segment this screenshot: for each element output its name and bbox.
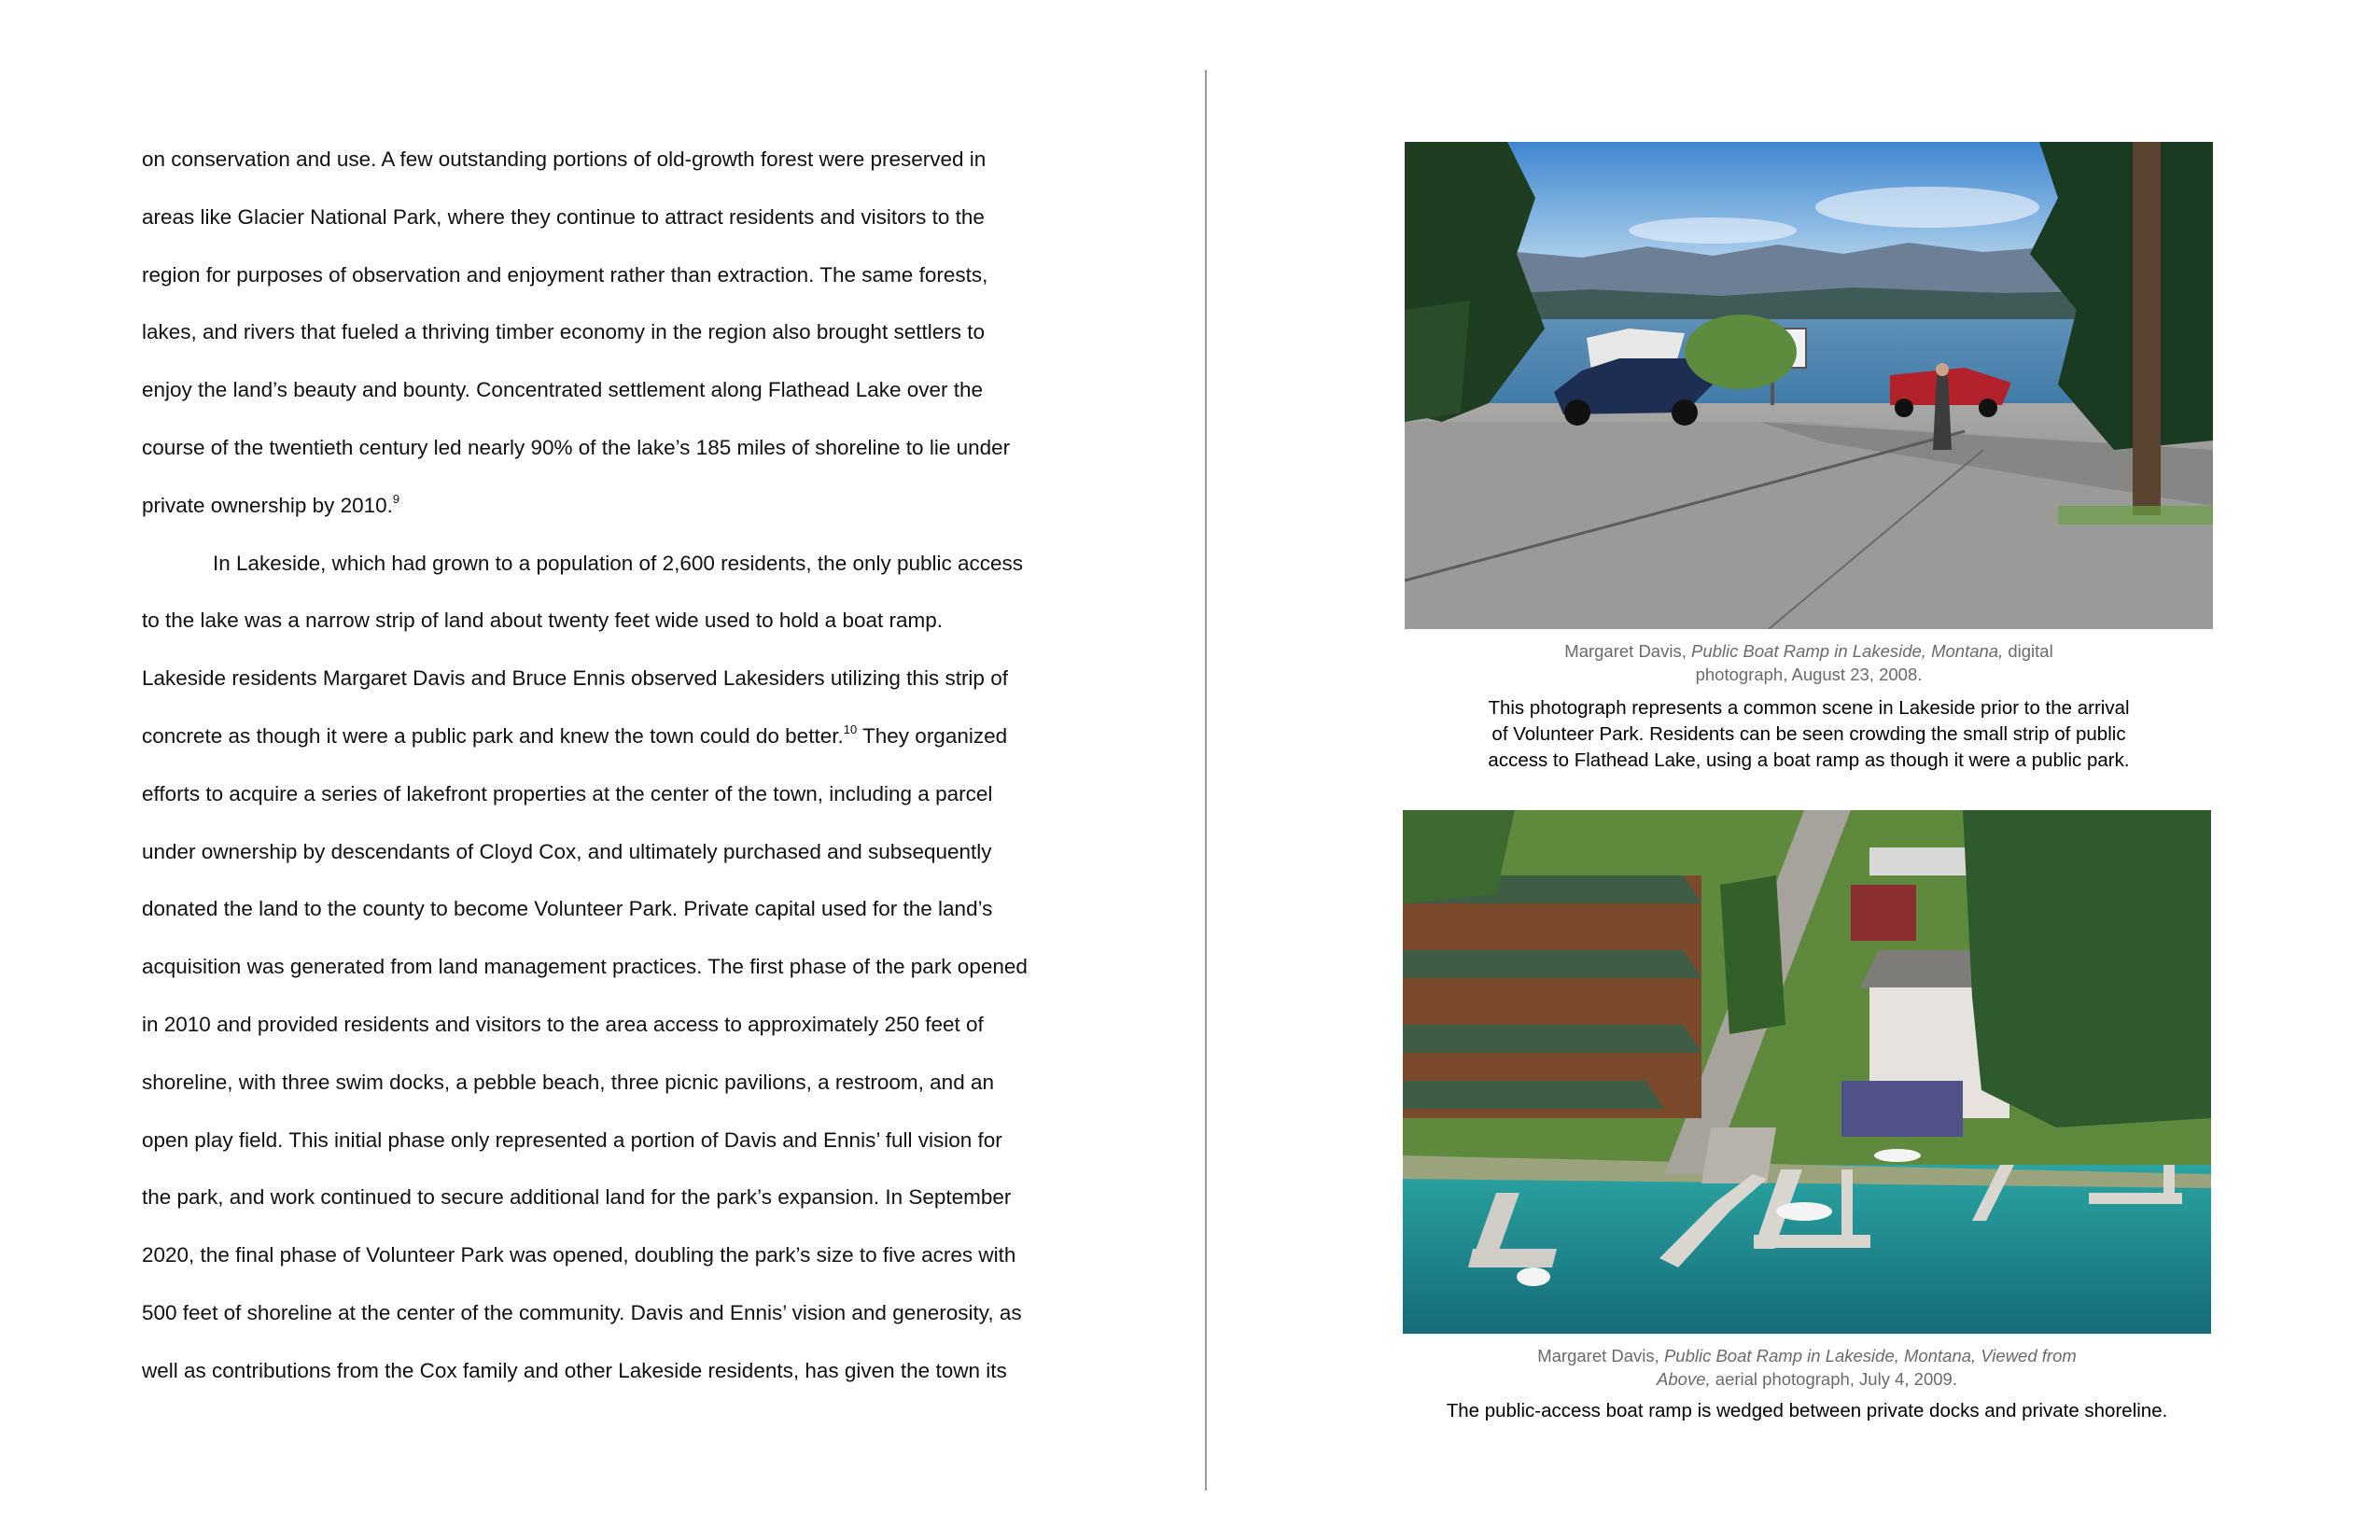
figure1-credit-date: photograph, August 23, 2008. [1695, 665, 1923, 684]
body-text: In Lakeside, which had grown to a population of 2,600 residents, the only public access [213, 551, 1024, 575]
body-text-line [142, 1054, 1075, 1112]
body-text-line [142, 246, 1075, 304]
body-text: the park, and work continued to secure additional land for the park’s expansion. In September [142, 1185, 1012, 1210]
body-text: areas like Glacier National Park, where they continue to attract residents and visitors to the [142, 204, 985, 229]
body-text-line [142, 419, 1075, 477]
figure1-desc-line: This photograph represents a common scene in Lakeside prior to the arrival [1488, 697, 2130, 719]
body-text-line [142, 938, 1075, 996]
figure2-credit-title-cont: Above, [1657, 1369, 1711, 1389]
body-text: 2020, the final phase of Volunteer Park was opened, doubling the park’s size to five acres with [142, 1243, 1016, 1267]
body-text-line [142, 1342, 1075, 1400]
body-text: in 2010 and provided residents and visitors to the area access to approximately 250 feet of [142, 1012, 984, 1036]
body-text-line [142, 477, 1075, 535]
body-text: 500 feet of shoreline at the center of the community. Davis and Ennis’ vision and generosity, as [142, 1300, 1022, 1324]
body-text-line [142, 1226, 1075, 1284]
body-text: donated the land to the county to become Volunteer Park. Private capital used for the land’s [142, 897, 993, 921]
aerial-boat-ramp-photo [1403, 810, 2211, 1334]
body-text-line [142, 650, 1075, 707]
body-text: They organized [857, 723, 1008, 748]
footnote-marker: 9 [392, 491, 400, 506]
body-text: lakes, and rivers that fueled a thriving timber economy in the region also brought settlers to [142, 320, 985, 344]
body-text: private ownership by 2010. [142, 493, 393, 517]
figure1-credit-medium: digital [2003, 641, 2053, 661]
figure2-credit-date: aerial photograph, July 4, 2009. [1710, 1369, 1957, 1389]
body-text-line [142, 535, 1075, 593]
figure1-credit-title: Public Boat Ramp in Lakeside, Montana, [1691, 641, 2004, 661]
figure2-credit-title: Public Boat Ramp in Lakeside, Montana, Viewed from [1663, 1346, 2077, 1365]
body-text: efforts to acquire a series of lakefront properties at the center of the town, including a parcel [142, 781, 993, 805]
figure2-credit-author: Margaret Davis, [1537, 1346, 1664, 1365]
body-text-line [142, 880, 1075, 938]
body-text: on conservation and use. A few outstanding portions of old-growth forest were preserved in [142, 147, 987, 171]
figure2-desc-line: The public-access boat ramp is wedged between private docks and private shoreline. [1446, 1400, 2168, 1421]
body-text: under ownership by descendants of Cloyd Cox, and ultimately purchased and subsequently [142, 839, 992, 863]
body-text-line [142, 765, 1075, 823]
footnote-marker: 10 [843, 721, 858, 736]
body-text: open play field. This initial phase only represented a portion of Davis and Ennis’ full vision for [142, 1127, 1002, 1152]
body-text: concrete as though it were a public park and knew the town could do better. [142, 723, 844, 748]
body-text-line [142, 189, 1075, 246]
body-text: shoreline, with three swim docks, a pebble beach, three picnic pavilions, a restroom, and an [142, 1070, 994, 1094]
body-text: Lakeside residents Margaret Davis and Bruce Ennis observed Lakesiders utilizing this strip of [142, 666, 1008, 691]
figure1-description [1405, 695, 2213, 774]
body-text-line [142, 1284, 1075, 1342]
body-text-line [142, 361, 1075, 419]
boat-ramp-photo [1405, 142, 2213, 629]
body-text-line [142, 1169, 1075, 1226]
figure2-description [1403, 1398, 2211, 1424]
body-text-line [142, 131, 1075, 189]
figure2-credit [1403, 1344, 2211, 1391]
body-text-line [142, 823, 1075, 881]
figure1-desc-line: access to Flathead Lake, using a boat ramp as though it were a public park. [1488, 749, 2130, 771]
body-text-line [142, 303, 1075, 361]
body-text-line [142, 592, 1075, 650]
body-text: to the lake was a narrow strip of land about twenty feet wide used to hold a boat ramp. [142, 609, 943, 633]
body-text-column [142, 131, 1075, 1400]
body-text-line [142, 1112, 1075, 1169]
body-text: course of the twentieth century led nearly 90% of the lake’s 185 miles of shoreline to lie under [142, 435, 1011, 459]
body-text: region for purposes of observation and enjoyment rather than extraction. The same forests, [142, 262, 988, 287]
body-text: acquisition was generated from land management practices. The first phase of the park opened [142, 955, 1028, 979]
figure1-credit-author: Margaret Davis, [1564, 641, 1691, 661]
figure1-credit [1405, 639, 2213, 686]
body-text-line [142, 707, 1075, 765]
body-text-line [142, 996, 1075, 1054]
body-text: well as contributions from the Cox family and other Lakeside residents, has given the town its [142, 1358, 1007, 1382]
page-divider [1205, 70, 1207, 1491]
figure1-desc-line: of Volunteer Park. Residents can be seen crowding the small strip of public [1491, 723, 2126, 745]
body-text: enjoy the land’s beauty and bounty. Concentrated settlement along Flathead Lake over the [142, 378, 984, 402]
